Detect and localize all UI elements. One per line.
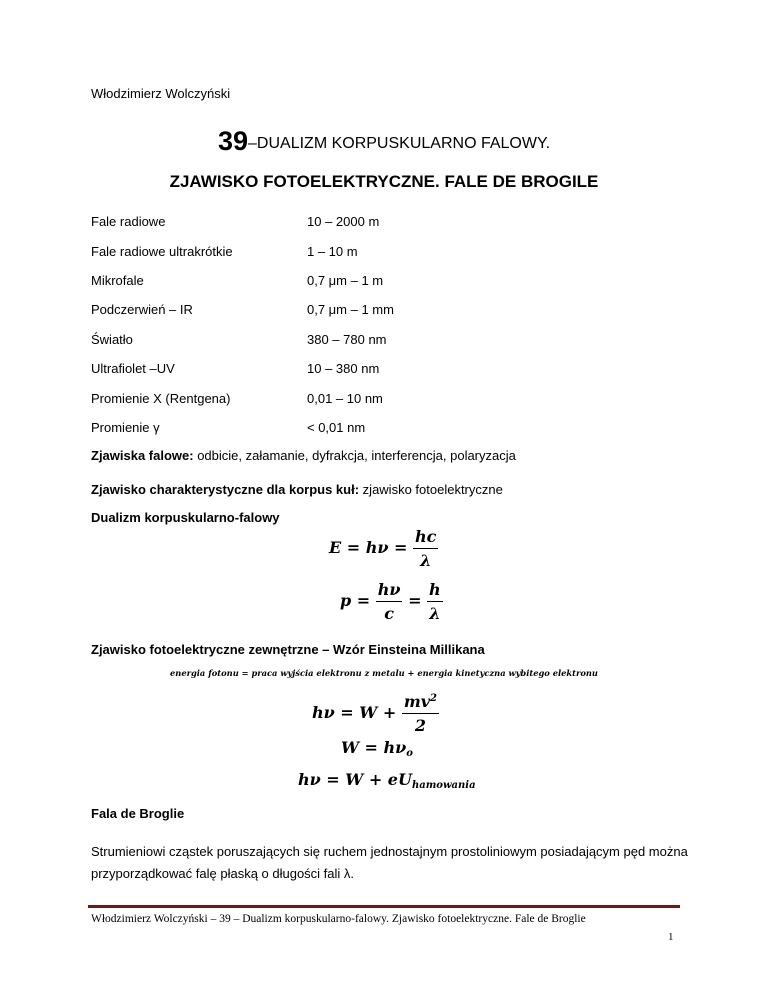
footer-text: Włodzimierz Wolczyński – 39 – Dualizm korpuskularno-falowy. Zjawisko fotoelektryczne. Fale de Broglie [91, 913, 586, 925]
radiation-name: Mikrofale [91, 272, 144, 288]
radiation-name: Promienie γ [91, 419, 160, 435]
table-row [91, 325, 394, 354]
radiation-name: Promienie X (Rentgena) [91, 390, 231, 406]
einstein-eq-lhs: hν = W + [312, 703, 397, 722]
corpuscular-line [91, 482, 503, 497]
broglie-paragraph: Strumieniowi cząstek poruszających się ruchem jednostajnym prostoliniowym posiadającym pęd można przyporządkować falę płaską o długości fali λ. [91, 844, 688, 881]
table-row [91, 236, 394, 265]
chapter-number: 39 [217, 126, 249, 156]
stopping-voltage-equation: $h\nu = W + eU_{hamowania}$ [298, 770, 476, 791]
corpuscular-text: zjawisko fotoelektryczne [359, 482, 503, 497]
momentum-equation [340, 580, 443, 623]
energy-eq-denominator: λ [420, 551, 432, 570]
einstein-eq-denominator: 2 [414, 716, 426, 735]
radiation-name: Światło [91, 331, 133, 347]
radiation-name: Fale radiowe ultrakrótkie [91, 243, 233, 259]
momentum-eq-lhs: p = [340, 591, 371, 610]
wave-phenomena-label: Zjawiska falowe: [91, 448, 194, 463]
momentum-eq-fraction-1: $\frac{h\nu}{c}$ [377, 580, 401, 623]
wavelength-range: 1 – 10 m [307, 243, 358, 259]
momentum-eq-equals: = [408, 591, 422, 610]
footer-divider [88, 905, 680, 908]
table-row [91, 413, 394, 442]
table-row [91, 295, 394, 324]
radiation-name: Podczerwień – IR [91, 302, 193, 318]
work-function-equation: $W = h\nu_o$ [341, 738, 413, 759]
einstein-eq-exponent: 2 [430, 693, 438, 704]
momentum-eq-fraction-2: $\frac{h}{\lambda}$ [429, 580, 441, 623]
page-subtitle: ZJAWISKO FOTOELEKTRYCZNE. FALE DE BROGILE [169, 172, 599, 191]
wave-phenomena-line [91, 448, 516, 463]
word-equation: energia fotonu = praca wyjścia elektronu z metalu + energia kinetyczna wybitego elektronu [170, 668, 598, 678]
wavelength-range: 380 – 780 nm [307, 331, 387, 347]
wavelength-table [91, 207, 394, 442]
table-row [91, 266, 394, 295]
energy-eq-fraction [413, 527, 438, 570]
radiation-name: Ultrafiolet –UV [91, 361, 175, 377]
einstein-eq-numerator: mv [403, 692, 431, 711]
corpuscular-label: Zjawisko charakterystyczne dla korpus kuł: [91, 482, 360, 497]
wavelength-range: 10 – 380 nm [307, 361, 380, 377]
table-row [91, 354, 394, 383]
energy-equation [329, 527, 438, 570]
wavelength-range: 0,01 – 10 nm [307, 390, 383, 406]
energy-eq-lhs: E = hν = [329, 538, 408, 557]
wave-phenomena-text: odbicie, załamanie, dyfrakcja, interferencja, polaryzacja [193, 448, 516, 463]
table-row [91, 207, 394, 236]
wavelength-range: < 0,01 nm [307, 419, 366, 435]
author-name: Włodzimierz Wolczyński [91, 86, 231, 101]
chapter-title: –DUALIZM KORPUSKULARNO FALOWY. [248, 135, 551, 152]
wavelength-range: 0,7 μm – 1 m [307, 272, 384, 288]
energy-eq-numerator: hc [413, 527, 438, 549]
photoelectric-heading: Zjawisko fotoelektryczne zewnętrzne – Wzór Einsteina Millikana [91, 642, 485, 657]
einstein-equation [312, 692, 439, 735]
table-row [91, 383, 394, 412]
page-number: 1 [668, 931, 674, 943]
dualism-heading: Dualizm korpuskularno-falowy [91, 510, 280, 525]
einstein-eq-fraction [402, 692, 439, 735]
wavelength-range: 0,7 μm – 1 mm [307, 302, 394, 318]
radiation-name: Fale radiowe [91, 214, 166, 230]
page-title [0, 126, 768, 157]
wavelength-range: 10 – 2000 m [307, 214, 380, 230]
broglie-heading: Fala de Broglie [91, 806, 185, 821]
